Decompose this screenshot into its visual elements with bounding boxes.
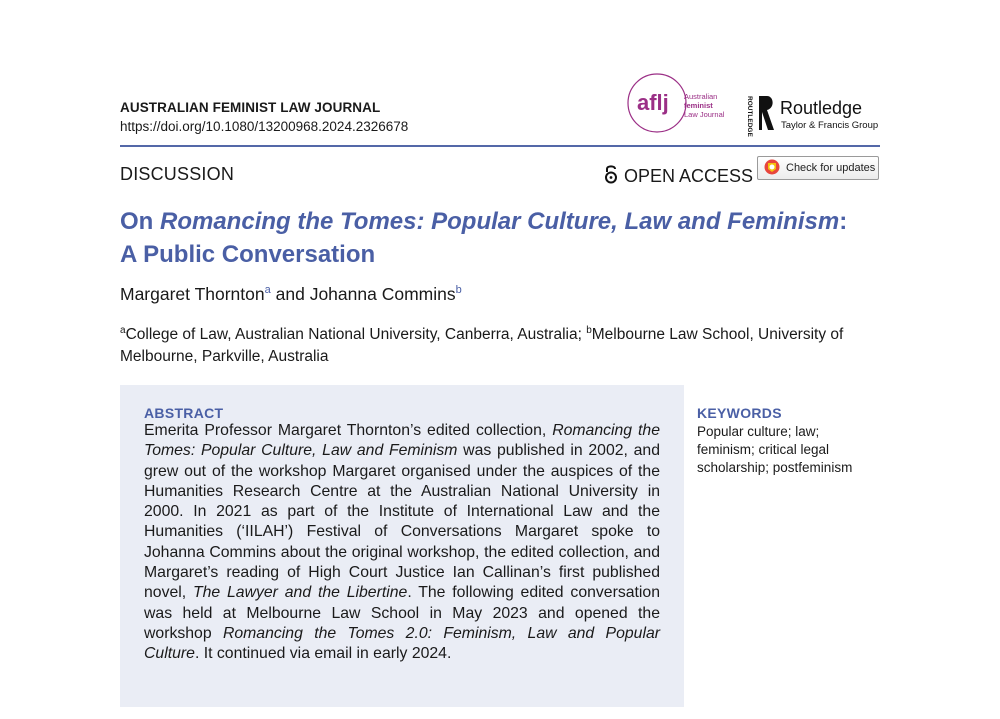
author-1[interactable]: Margaret Thornton xyxy=(120,284,265,304)
abstract-p1: Emerita Professor Margaret Thornton’s edited collection, xyxy=(144,422,553,439)
header-rule xyxy=(120,145,880,147)
author-2[interactable]: Johanna Commins xyxy=(309,284,456,304)
abstract-p3: . The following edited conversation was held at Melbourne Law School in May 2023 and opened the workshop xyxy=(144,584,660,642)
aflj-logo xyxy=(626,72,734,134)
abstract-heading: ABSTRACT xyxy=(144,405,224,421)
routledge-logo xyxy=(748,92,888,136)
abstract-i3: Romancing the Tomes 2.0: Feminism, Law and Popular Culture xyxy=(144,624,661,663)
affiliation-a: College of Law, Australian National University, Canberra, Australia; xyxy=(125,326,587,344)
routledge-name: Routledge xyxy=(780,98,863,118)
routledge-r-icon xyxy=(759,96,774,130)
affiliations xyxy=(120,320,882,368)
authors-and: and xyxy=(270,284,310,304)
author-2-sup[interactable]: b xyxy=(455,284,462,297)
affiliation-a-sup: a xyxy=(120,325,126,336)
keywords-text: Popular culture; law; feminism; critical legal scholarship; postfeminism xyxy=(697,424,853,475)
abstract-text xyxy=(144,421,660,665)
title-italic: Romancing the Tomes: Popular Culture, Law and Feminism xyxy=(160,208,840,235)
open-access-label: OPEN ACCESS xyxy=(624,166,754,186)
journal-name: AUSTRALIAN FEMINIST LAW JOURNAL xyxy=(120,100,381,115)
aflj-logo-line1: Australian xyxy=(684,92,718,101)
doi-link[interactable]: https://doi.org/10.1080/13200968.2024.2326678 xyxy=(120,119,409,134)
affiliation-b-sup: b xyxy=(586,325,592,336)
authors xyxy=(120,284,462,305)
keywords-heading: KEYWORDS xyxy=(697,405,782,421)
title-suffix: : xyxy=(839,208,848,235)
aflj-logo-line2: feminist xyxy=(684,101,713,110)
affiliation-b: Melbourne Law School, University of Melbourne, Parkville, Australia xyxy=(120,326,844,366)
title-line2: A Public Conversation xyxy=(120,241,376,268)
crossmark-icon xyxy=(764,159,780,178)
aflj-logo-line3: Law Journal xyxy=(684,110,725,119)
routledge-sub: Taylor & Francis Group xyxy=(781,120,879,131)
routledge-side-text: ROUTLEDGE xyxy=(746,96,753,137)
author-1-sup[interactable]: a xyxy=(264,284,271,297)
abstract-p2: was published in 2002, and grew out of the workshop Margaret organised under the auspices of the Humanities Research Centre at the Australian National University in 2000. In 2021 as part of the Institute of International Law and the Humanities (‘IILAH’) Festival of Conversations Margaret spoke to Johanna Commins about the original workshop, the edited collection, and Margaret’s reading of High Court Justice Ian Callinan’s first published novel, xyxy=(144,442,660,602)
abstract-p4: . It continued via email in early 2024. xyxy=(194,645,452,663)
open-access xyxy=(604,164,753,189)
abstract-i2: The Lawyer and the Libertine xyxy=(192,584,408,602)
check-for-updates-button[interactable] xyxy=(757,156,879,180)
aflj-logo-mark: aflj xyxy=(637,90,669,115)
abstract-i1: Romancing the Tomes: Popular Culture, Law and Feminism xyxy=(144,422,660,460)
check-for-updates-label: Check for updates xyxy=(786,162,876,174)
open-lock-icon xyxy=(604,164,618,189)
section-label: DISCUSSION xyxy=(120,164,235,184)
article-title xyxy=(120,205,900,271)
title-prefix: On xyxy=(120,208,160,235)
